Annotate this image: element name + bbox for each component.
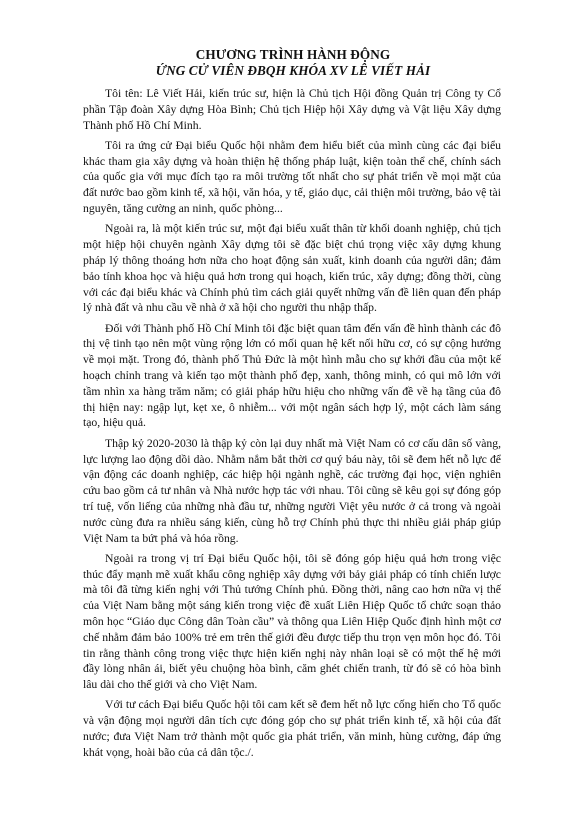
paragraph-export-and-global-education: Ngoài ra trong vị trí Đại biểu Quốc hội, tôi sẽ đóng góp hiệu quả hơn trong việc thúc đẩy mạnh mẽ xuất khẩu công nghiệp xây dựng với bảy giải pháp có tính chiến lược mà tôi đã từng kiến nghị với Thủ tướng Chính phủ. Đồng thời, nâng cao hơn nữa vị thế của Việt Nam bằng một sáng kiến trong việc đề xuất Liên Hiệp Quốc tổ chức soạn thảo môn học “Giáo dục Công dân Toàn cầu” và thông qua Liên Hiệp Quốc định hình một cơ chế nhằm đảm bảo 100% trẻ em trên thế giới đều được tiếp thu trọn vẹn môn học đó. Tôi tin rằng thành công trong việc thực hiện kiến nghị này nhân loại sẽ có một thế hệ mới đầy lòng nhân ái, biết yêu chuộng hòa bình, căm ghét chiến tranh, từ đó sẽ có hòa bình lâu dài cho thế giới và cho Việt Nam. xyxy=(83,551,501,692)
title-line-candidate: ỨNG CỬ VIÊN ĐBQH KHÓA XV LÊ VIẾT HẢI xyxy=(155,63,431,78)
title-line-action-program: CHƯƠNG TRÌNH HÀNH ĐỘNG xyxy=(195,47,391,62)
paragraph-introduction: Tôi tên: Lê Viết Hải, kiến trúc sư, hiện là Chủ tịch Hội đồng Quản trị Công ty Cổ phần Tập đoàn Xây dựng Hòa Bình; Chủ tịch Hiệp hội Xây dựng và Vật liệu Xây dựng Thành phố Hồ Chí Minh. xyxy=(83,87,501,132)
paragraph-decade-2020-2030: Thập kỷ 2020-2030 là thập kỷ còn lại duy nhất mà Việt Nam có cơ cấu dân số vàng, lực lượng lao động dồi dào. Nhằm nắm bắt thời cơ quý báu này, tôi sẽ đem hết nỗ lực để vận động các doanh nghiệp, các hiệp hội ngành nghề, các trường đại học, viện nghiên cứu bao gồm cả tư nhân và Nhà nước hợp tác với nhau. Tôi cũng sẽ kêu gọi sự đóng góp trí tuệ, vốn liếng của những nhà đầu tư, những người Việt yêu nước ở cả trong và ngoài nước cùng đưa ra nhiều sáng kiến, cùng hỗ trợ Chính phủ thực thi nhiều giải pháp giúp Việt Nam ta bứt phá và hóa rồng. xyxy=(83,436,501,545)
paragraph-construction-legal-framework: Ngoài ra, là một kiến trúc sư, một đại biểu xuất thân từ khối doanh nghiệp, chủ tịch một hiệp hội chuyên ngành Xây dựng tôi sẽ đặc biệt chú trọng việc xây dựng khung pháp lý thông thoáng hơn nữa cho hoạt động sản xuất, kinh doanh của người dân; đảm bảo tính khoa học và hiệu quả hơn trong qui hoạch, kiến trúc, xây dựng; đồng thời, cùng với các đại biểu khác và Chính phủ tìm cách giải quyết những vấn đề liên quan đến pháp lý nhà đất và nhu cầu về nhà ở xã hội cho người thu nhập thấp. xyxy=(83,222,501,315)
document-body xyxy=(83,86,501,761)
paragraph-candidacy-purpose: Tôi ra ứng cử Đại biểu Quốc hội nhằm đem hiểu biết của mình cùng các đại biểu khác tham gia xây dựng và hoàn thiện hệ thống pháp luật, kiện toàn thể chế, chính sách của quốc gia với mục đích tạo ra môi trường tốt nhất cho sự phát triển về mọi mặt của đất nước bao gồm kinh tế, xã hội, văn hóa, y tế, giáo dục, cải thiện môi trường, bảo vệ tài nguyên, tăng cường an ninh, quốc phòng... xyxy=(83,138,501,216)
document-title xyxy=(0,47,586,79)
paragraph-commitment: Với tư cách Đại biểu Quốc hội tôi cam kết sẽ đem hết nỗ lực cống hiến cho Tổ quốc và vận động mọi người dân tích cực đóng góp cho sự phát triển kinh tế, xã hội của đất nước; đưa Việt Nam trở thành một quốc gia phát triển, văn minh, hùng cường, đáp ứng khát vọng, hoài bão của cả dân tộc./. xyxy=(83,698,501,759)
paragraph-ho-chi-minh-city: Đối với Thành phố Hồ Chí Minh tôi đặc biệt quan tâm đến vấn đề hình thành các đô thị vệ tinh tạo nên một vùng rộng lớn có mối quan hệ kết nối hữu cơ, có sự cộng hưởng về mọi mặt. Trong đó, thành phố Thủ Đức là một hình mẫu cho sự khởi đầu của một kế hoạch chỉnh trang và kiến tạo một thành phố đẹp, xanh, thông minh, có qui mô lớn với tầm nhìn xa hàng trăm năm; có giải pháp hữu hiệu cho những vấn đề về hạ tầng của đô thị hiện nay: ngập lụt, kẹt xe, ô nhiễm... với một ngân sách hợp lý, một cách làm sáng tạo, hiệu quả. xyxy=(83,321,501,430)
